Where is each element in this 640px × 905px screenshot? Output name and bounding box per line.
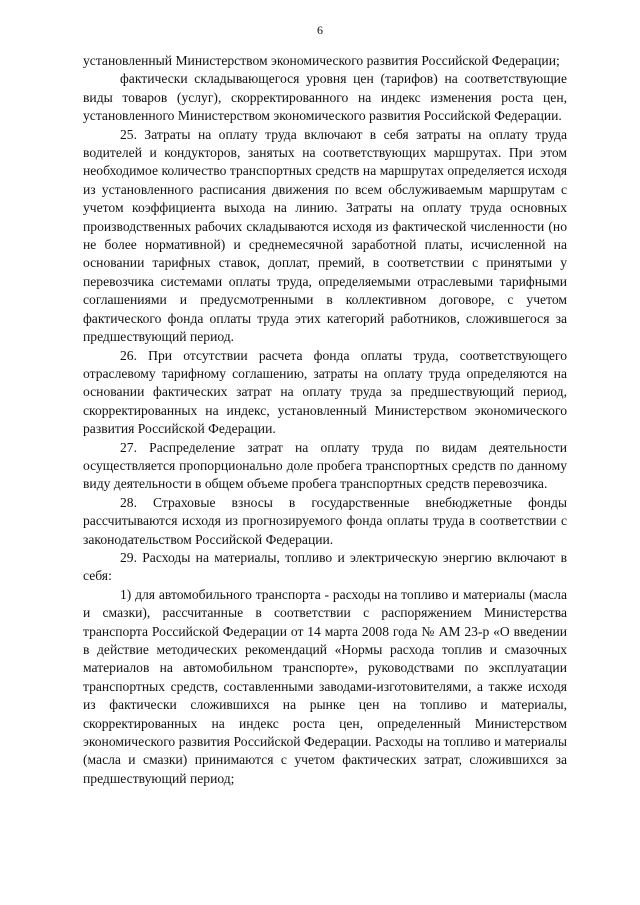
document-body xyxy=(83,52,567,788)
paragraph-continuation: установленный Министерством экономического развития Российской Федерации; xyxy=(83,53,560,68)
paragraph-25: 25. Затраты на оплату труда включают в себя затраты на оплату труда водителей и кондукторов, занятых на соответствующих маршрутах. При этом необходимое количество транспортных средств на маршрутах определяется исходя из установленного расписания движения по всем обслуживаемым маршрутам с учетом коэффициента выхода на линию. Затраты на оплату труда основных производственных рабочих складываются исходя из фактической численности (но не более нормативной) и среднемесячной заработной платы, исчисленной на основании тарифных ставок, доплат, премий, в соответствии с принятыми у перевозчика системами оплаты труда, определяемыми отраслевыми тарифными соглашениями и предусмотренными в коллективном договоре, с учетом фактического фонда оплаты труда этих категорий работников, сложившегося за предшествующий период. xyxy=(83,126,567,345)
page-number: 6 xyxy=(317,23,323,37)
paragraph-27: 27. Распределение затрат на оплату труда по видам деятельности осуществляется пропорционально доле пробега транспортных средств по данному виду деятельности в общем объеме пробега транспортных средств перевозчика. xyxy=(83,439,567,492)
paragraph-29: 29. Расходы на материалы, топливо и электрическую энергию включают в себя: xyxy=(83,549,567,584)
paragraph-actual-price-level: фактически складывающегося уровня цен (тарифов) на соответствующие виды товаров (услуг), скорректированного на индекс изменения роста цен, установленного Министерством экономического развития Российской Федерации. xyxy=(83,71,567,124)
paragraph-29-item-1: 1) для автомобильного транспорта - расходы на топливо и материалы (масла и смазки), рассчитанные в соответствии с распоряжением Министерства транспорта Российской Федерации от 14 марта 2008 года № АМ 23-р «О введении в действие методических рекомендаций «Нормы расхода топлив и смазочных материалов на автомобильном транспорте», руководствами по эксплуатации транспортных средств, составленными заводами-изготовителями, а также исходя из фактически сложившихся на рынке цен на топливо и материалы, скорректированных на индекс роста цен, определенный Министерством экономического развития Российской Федерации. Расходы на топливо и материалы (масла и смазки) принимаются с учетом фактических затрат, сложившихся за предшествующий период; xyxy=(83,586,567,786)
paragraph-26: 26. При отсутствии расчета фонда оплаты труда, соответствующего отраслевому тарифному соглашению, затраты на оплату труда определяются на основании фактических затрат на оплату труда за предшествующий период, скорректированных на индекс, установленный Министерством экономического развития Российской Федерации. xyxy=(83,347,567,437)
paragraph-28: 28. Страховые взносы в государственные внебюджетные фонды рассчитываются исходя из прогнозируемого фонда оплаты труда в соответствии с законодательством Российской Федерации. xyxy=(83,494,567,547)
